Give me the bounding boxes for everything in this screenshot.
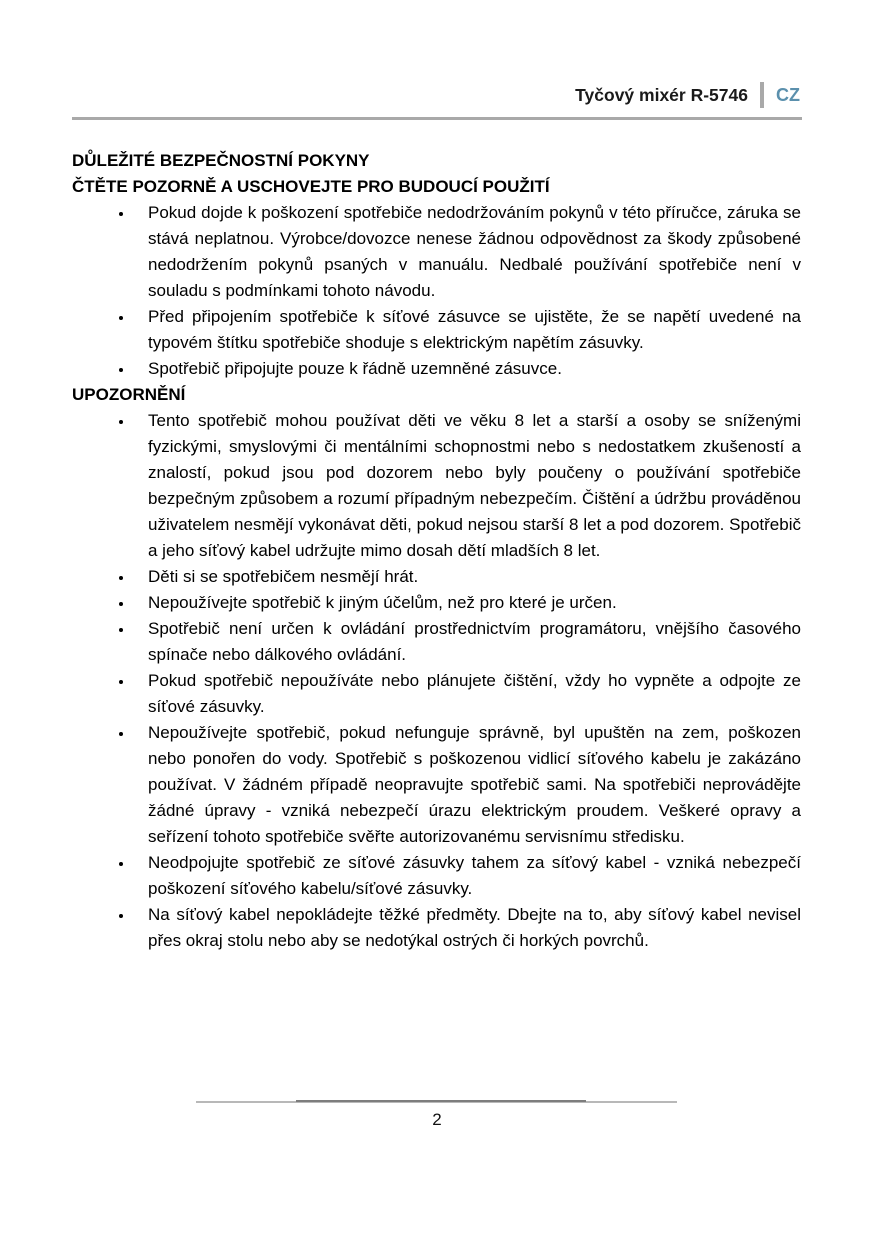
bullet-item: • Tento spotřebič mohou používat děti ve věku 8 let a starší a osoby se sníženými fyzickými, smyslovými či mentálními schopnostmi nebo s nedostatkem zkušeností a znalostí, pokud jsou pod dozorem nebo byly poučeny o používání spotřebiče bezpečným způsobem a rozumí případným nebezpečím. Čištění a údržbu prováděnou uživatelem nesmějí vykonávat děti, pokud nejsou starší 8 let a pod dozorem. Spotřebič a jeho síťový kabel udržujte mimo dosah dětí mladších 8 let. <box>134 408 801 564</box>
bullet-item: • Na síťový kabel nepokládejte těžké předměty. Dbejte na to, aby síťový kabel nevisel přes okraj stolu nebo aby se nedotýkal ostrých či horkých povrchů. <box>134 902 801 954</box>
bullet-item: • Pokud dojde k poškození spotřebiče nedodržováním pokynů v této příručce, záruka se stává neplatnou. Výrobce/dovozce nenese žádnou odpovědnost za škody způsobené nedodržením pokynů psaných v manuálu. Nedbalé používání spotřebiče není v souladu s podmínkami tohoto návodu. <box>134 200 801 304</box>
warning-bullet-list <box>72 408 801 954</box>
header-row <box>72 0 802 120</box>
bullet-item: • Nepoužívejte spotřebič k jiným účelům, než pro které je určen. <box>134 590 801 616</box>
bullet-item: • Spotřebič připojujte pouze k řádně uzemněné zásuvce. <box>134 356 801 382</box>
safety-bullet-list <box>72 200 801 382</box>
bullet-item: • Před připojením spotřebiče k síťové zásuvce se ujistěte, že se napětí uvedené na typovém štítku spotřebiče shoduje s elektrickým napětím zásuvky. <box>134 304 801 356</box>
page-header <box>72 0 802 120</box>
footer-rule-dark-line <box>296 1100 586 1102</box>
heading-read-carefully: ČTĚTE POZORNĚ A USCHOVEJTE PRO BUDOUCÍ POUŽITÍ <box>72 177 550 196</box>
page-number: 2 <box>432 1110 442 1129</box>
page-body <box>72 148 801 954</box>
header-divider <box>760 82 764 108</box>
document-title: Tyčový mixér R-5746 <box>575 84 748 105</box>
bullet-item: • Pokud spotřebič nepoužíváte nebo plánujete čištění, vždy ho vypněte a odpojte ze síťové zásuvky. <box>134 668 801 720</box>
bullet-item: • Neodpojujte spotřebič ze síťové zásuvky tahem za síťový kabel - vzniká nebezpečí poškození síťového kabelu/síťové zásuvky. <box>134 850 801 902</box>
heading-warning: UPOZORNĚNÍ <box>72 385 186 404</box>
language-code: CZ <box>776 84 800 105</box>
bullet-item: • Nepoužívejte spotřebič, pokud nefunguje správně, byl upuštěn na zem, poškozen nebo ponořen do vody. Spotřebič s poškozenou vidlicí síťového kabelu je zakázáno používat. V žádném případě neopravujte spotřebič sami. Na spotřebiči neprovádějte žádné úpravy - vzniká nebezpečí úrazu elektrickým proudem. Veškeré opravy a seřízení tohoto spotřebiče svěřte autorizovanému servisnímu středisku. <box>134 720 801 850</box>
bullet-item: • Děti si se spotřebičem nesmějí hrát. <box>134 564 801 590</box>
heading-important-safety-instructions: DŮLEŽITÉ BEZPEČNOSTNÍ POKYNY <box>72 151 370 170</box>
bullet-item: • Spotřebič není určen k ovládání prostřednictvím programátoru, vnějšího časového spínače nebo dálkového ovládání. <box>134 616 801 668</box>
footer-rule <box>196 1100 677 1104</box>
